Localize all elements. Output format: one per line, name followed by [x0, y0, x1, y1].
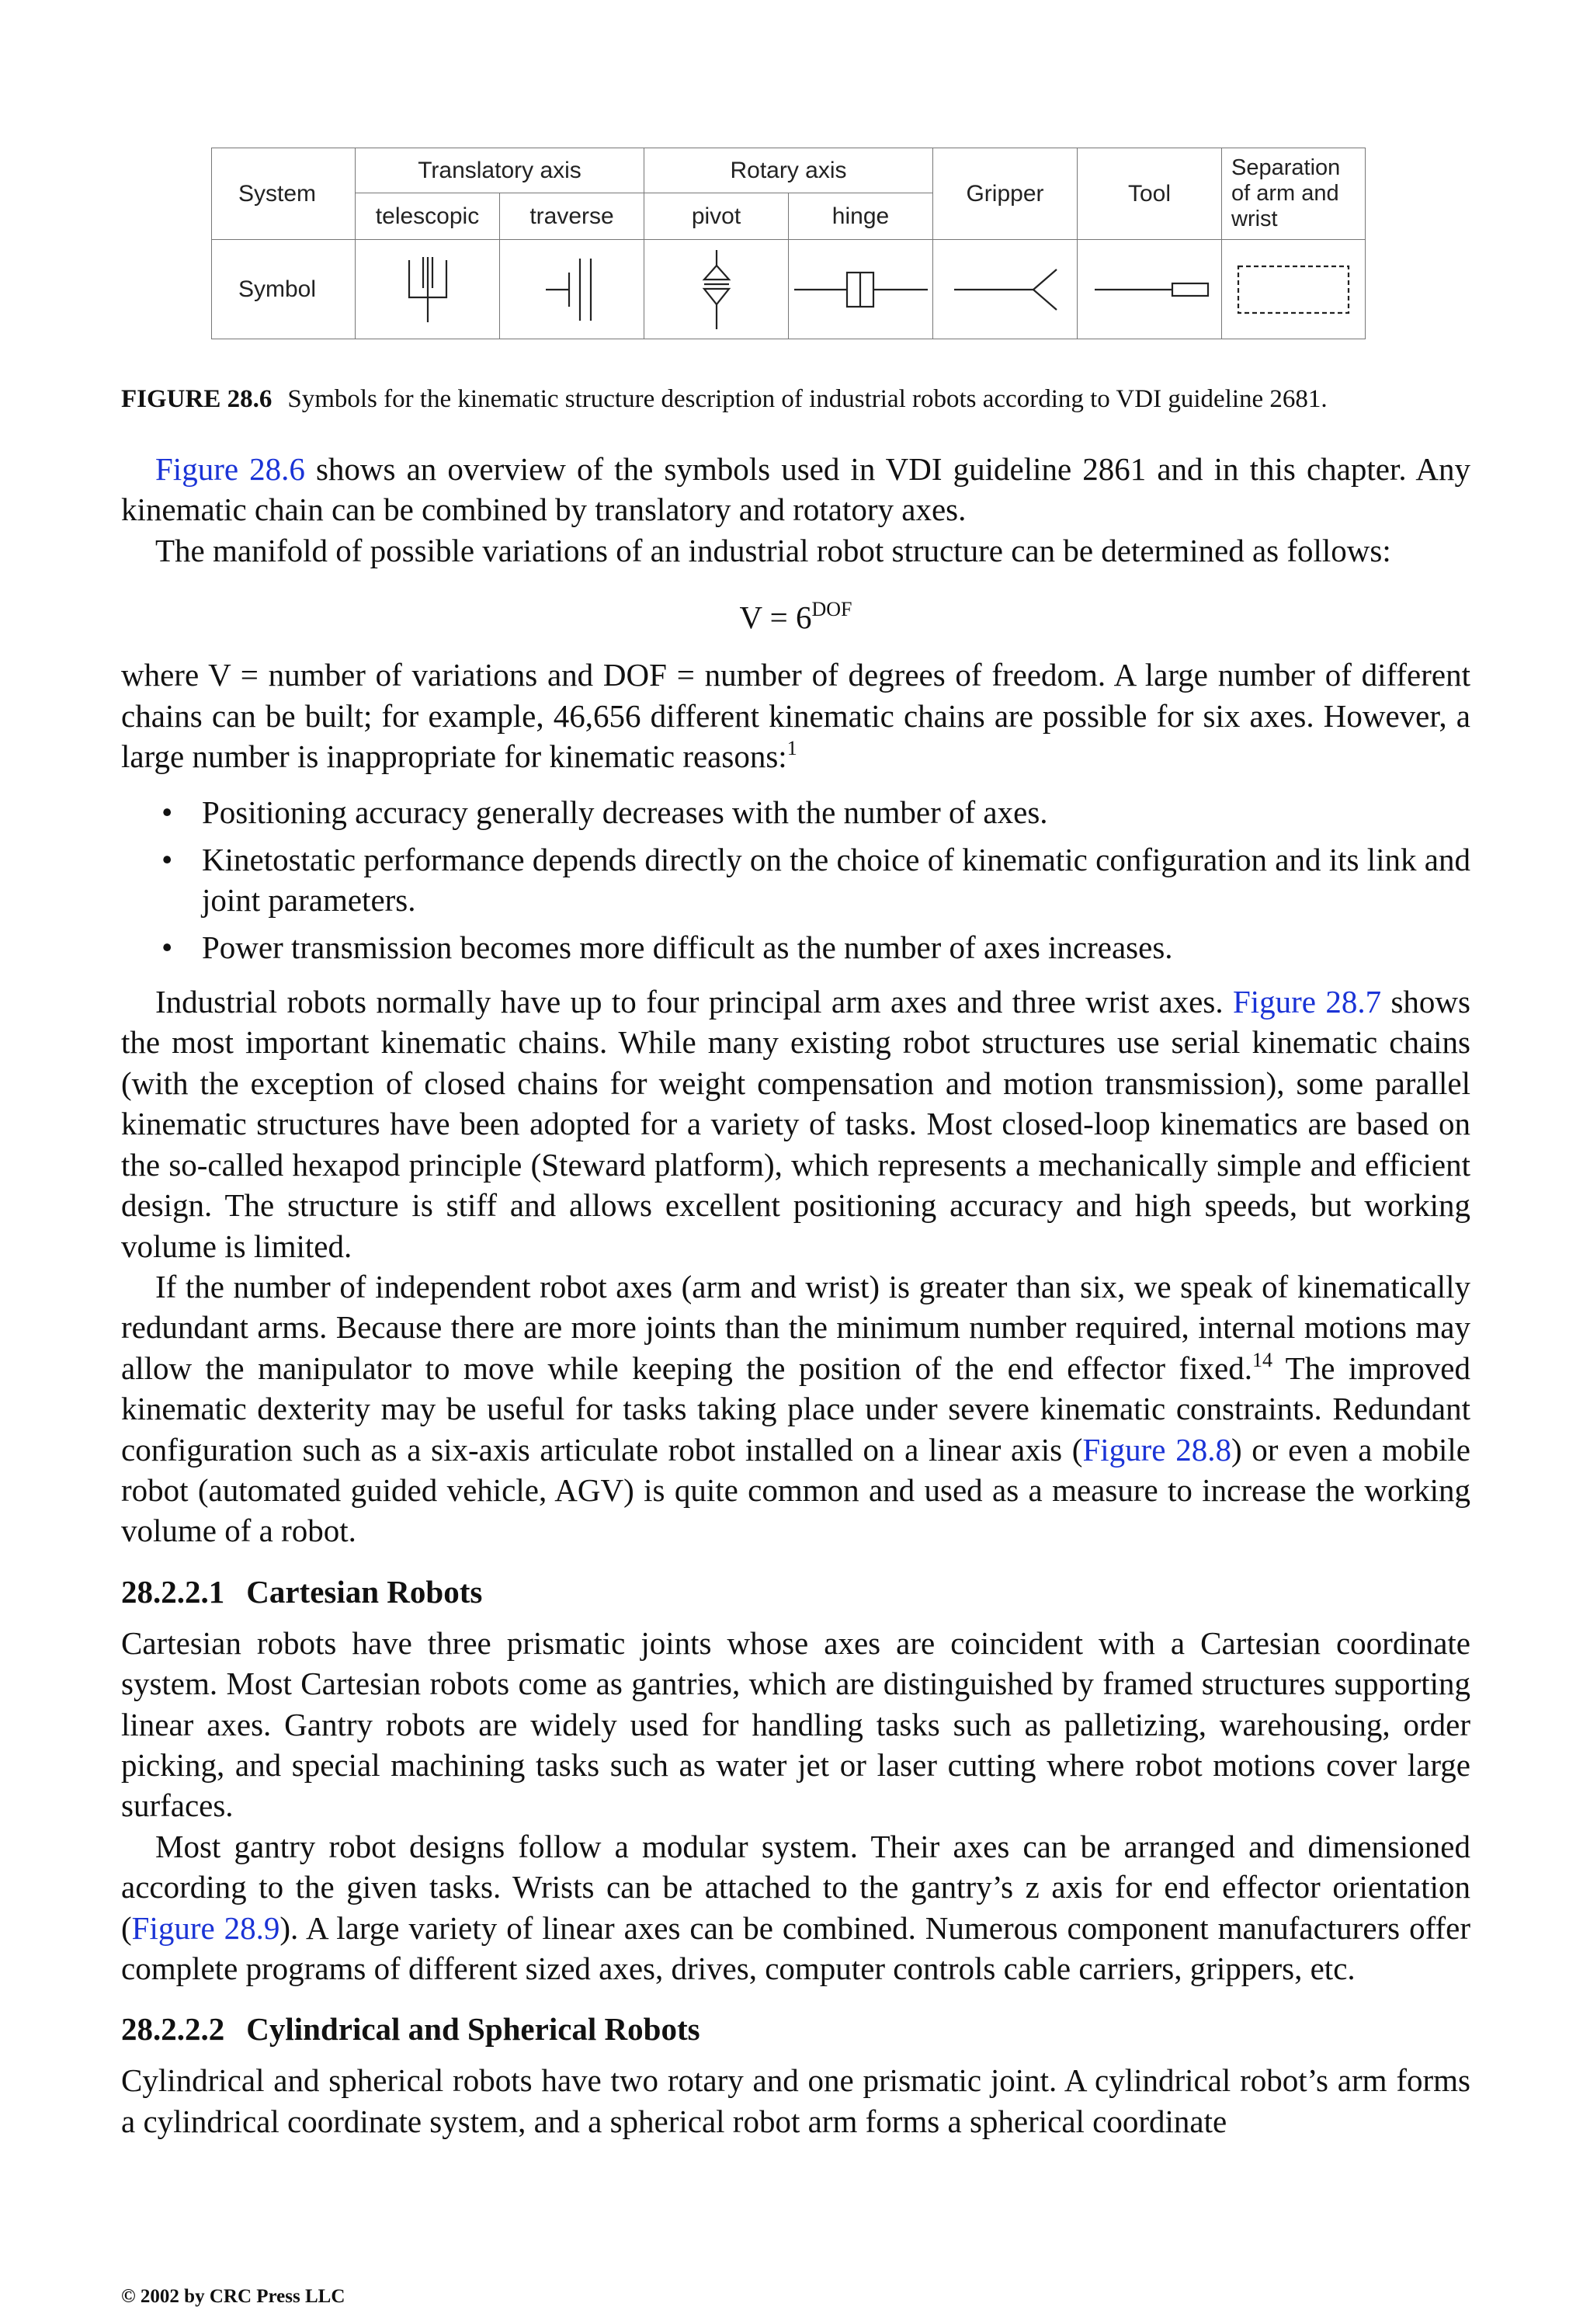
tool-symbol-icon	[1078, 240, 1222, 339]
separation-header: Separation of arm and wrist	[1222, 148, 1366, 240]
footnote-14[interactable]: 14	[1252, 1348, 1272, 1371]
paragraph-4: Industrial robots normally have up to four principal arm axes and three wrist axes. Figure 28.7 shows the most important kinematic chains. While many existing robot structures use serial kinematic chains (with the exception of closed chains for weight compensation and motion transmission), some parallel kinematic structures have been adopted for a variety of tasks. Most closed-loop kinematics are based on the so-called hexapod principle (Steward platform), which represents a mechanically simple and efficient design. The structure is stiff and allows excellent positioning accuracy and high speeds, but working volume is limited.	[121, 984, 1470, 1264]
traverse-symbol-icon	[500, 240, 644, 339]
figure-caption	[121, 382, 1472, 416]
system-header: System	[212, 148, 356, 240]
paragraph-6: Cartesian robots have three prismatic joints whose axes are coincident with a Cartesian coordinate system. Most Cartesian robots come as gantries, which are distinguished by framed structures supporting linear axes. Gantry robots are widely used for handling tasks such as palletizing, warehousing, order picking, and special machining tasks such as water jet or laser cutting where robot motions cover large surfaces.	[121, 1624, 1470, 1824]
paragraph-5: If the number of independent robot axes (arm and wrist) is greater than six, we speak of kinematically redundant arms. Because there are more joints than the minimum number required, internal motions may allow the manipulator to move while keeping the position of the end effector fixed.$^{14}$ The improved kinematic dexterity may be useful for tasks taking place under severe kinematic constraints. Redundant configuration such as a six-axis articulate robot installed on a linear axis (Figure 28.8) or even a mobile robot (automated guided vehicle, AGV) is quite common and used as a measure to increase the working volume of a robot.	[121, 1268, 1471, 1549]
symbol-table	[211, 148, 1366, 339]
symbol-row-label: Symbol	[212, 240, 356, 339]
bullet-list	[121, 792, 1470, 967]
gripper-symbol-icon	[933, 240, 1078, 339]
paragraph-2: The manifold of possible variations of an industrial robot structure can be determined as follows:	[155, 532, 1391, 568]
pivot-symbol-icon	[644, 240, 789, 339]
translatory-axis-header: Translatory axis	[356, 148, 644, 193]
hinge-header: hinge	[789, 193, 933, 240]
pivot-header: pivot	[644, 193, 789, 240]
rotary-axis-header: Rotary axis	[644, 148, 933, 193]
paragraph-1: Figure 28.6 shows an overview of the symbols used in VDI guideline 2861 and in this chapter. Any kinematic chain can be combined by translatory and rotatory axes.	[121, 451, 1471, 528]
copyright-footer: © 2002 by CRC Press LLC	[121, 2286, 345, 2307]
caption-text: Symbols for the kinematic structure description of industrial robots according to VDI guideline 2681.	[287, 385, 1328, 413]
list-item: • Power transmission becomes more difficult as the number of axes increases.	[161, 929, 1173, 965]
equation-exponent: DOF	[811, 598, 852, 621]
section-heading-cartesian: 28.2.2.1 Cartesian Robots	[121, 1573, 483, 1610]
paragraph-8: Cylindrical and spherical robots have two rotary and one prismatic joint. A cylindrical robot’s arm forms a cylindrical coordinate system, and a spherical robot arm forms a spherical coordinate	[121, 2062, 1470, 2139]
figure-28-6-link[interactable]: Figure 28.6	[155, 451, 305, 487]
paragraph-3: where V = number of variations and DOF = number of degrees of freedom. A large number of different chains can be built; for example, 46,656 different kinematic chains are possible for six axes. However, a large number is inappropriate for kinematic reasons:$^1$	[121, 657, 1470, 775]
gripper-header: Gripper	[933, 148, 1078, 240]
figure-28-9-link[interactable]: Figure 28.9	[131, 1909, 280, 1946]
figure-28-8-link[interactable]: Figure 28.8	[1082, 1431, 1231, 1468]
telescopic-symbol-icon	[356, 240, 500, 339]
tool-header: Tool	[1078, 148, 1222, 240]
traverse-header: traverse	[500, 193, 644, 240]
list-item: • Kinetostatic performance depends directly on the choice of kinematic configuration and its link and joint parameters.	[161, 841, 1470, 919]
equation: $V = 6^{DOF}$	[739, 598, 852, 636]
figure-label: FIGURE 28.6	[121, 385, 273, 413]
body-text	[121, 449, 1470, 2142]
footnote-1[interactable]: 1	[786, 737, 797, 760]
telescopic-header: telescopic	[356, 193, 500, 240]
separation-symbol-icon	[1222, 240, 1366, 339]
figure-28-7-link[interactable]: Figure 28.7	[1232, 984, 1382, 1020]
hinge-symbol-icon	[789, 240, 933, 339]
section-heading-cylindrical: 28.2.2.2 Cylindrical and Spherical Robots	[121, 2011, 700, 2048]
list-item: • Positioning accuracy generally decreases with the number of axes.	[161, 794, 1048, 831]
paragraph-7: Most gantry robot designs follow a modular system. Their axes can be arranged and dimensioned according to the given tasks. Wrists can be attached to the gantry’s z axis for end effector orientation (Figure 28.9). A large variety of linear axes can be combined. Numerous component manufacturers offer complete programs of different sized axes, drives, computer controls cable carriers, grippers, etc.	[121, 1828, 1471, 1986]
